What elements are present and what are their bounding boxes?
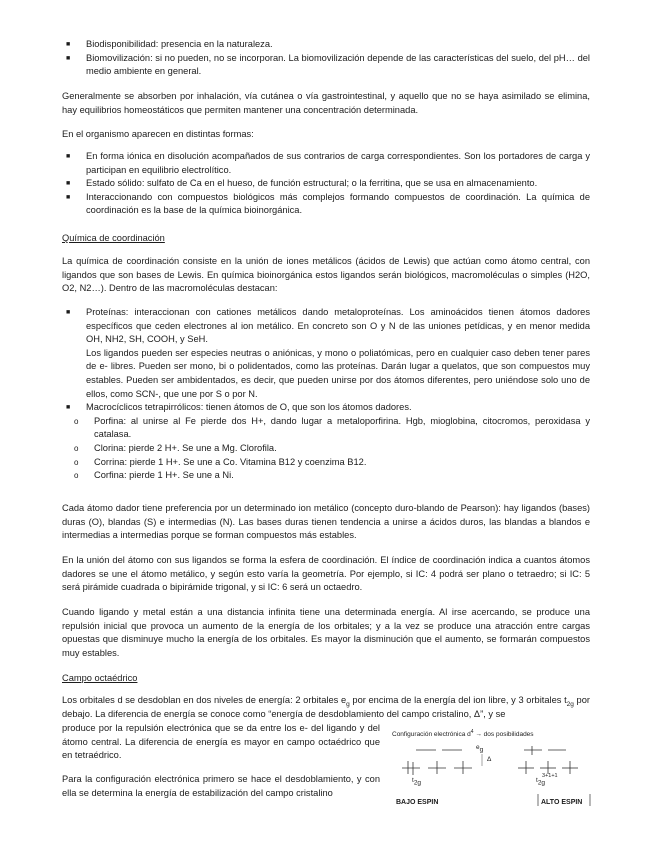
high-spin-label: ALTO ESPIN — [541, 799, 583, 806]
list-item: ■ Biodisponibilidad: presencia en la naturaleza. — [62, 38, 590, 52]
square-bullet-icon: ■ — [66, 54, 71, 62]
sublist-item: o Corfina: pierde 1 H+. Se une a Ni. — [62, 469, 590, 483]
square-bullet-icon: ■ — [66, 404, 71, 412]
list-item: ■ Biomovilización: si no pueden, no se incorporan. La biomovilización depende de las características del suelo, del pH… del medio ambiente en general. — [66, 52, 590, 77]
square-bullet-icon: ■ — [66, 41, 71, 48]
paragraph-energy: Cuando ligando y metal están a una distancia infinita tiene una determinada energía. Al irse acercando, se produce una repulsión inicial que provoca un aumento de la energía de los orbitales; y a la vez se produce una atracción entre cargas opuestas que disminuye mucho la energía de los orbitales. Es mayor la disminución que el aumento, se formarán compuestos muy estables. — [62, 607, 590, 658]
section-heading-coordination: Química de coordinación — [62, 233, 165, 243]
delta-label: Δ — [487, 756, 492, 763]
paragraph-configuration: Para la configuración electrónica primero se hace el desdoblamiento, y con ella se determina la energía de estabilización del campo cristalino — [62, 774, 380, 798]
list-item: ■ Interaccionando con compuestos biológicos más complejos formando compuestos de coordinación. La química de coordinación es la base de la química bioinorgánica. — [66, 191, 590, 216]
t2g-label-left: $t_{2g}$ — [412, 777, 422, 787]
low-spin-label: BAJO ESPIN — [396, 799, 439, 806]
paragraph-repulsion: produce por la repulsión electrónica que se da entre los e- del ligando y del átomo central. La diferencia de energía es mayor en campo octaédrico que en tetraédrico. — [62, 723, 380, 761]
paragraph-absorption: Generalmente se absorben por inhalación, vía cutánea o vía gastrointestinal, y aquello que no se haya asimilado se elimina, hay equilibrios homeostáticos que permiten mantener una concentración determinada. — [62, 91, 590, 115]
sublist-item: o Clorina: pierde 2 H+. Se une a Mg. Clorofila. — [62, 442, 590, 456]
paragraph-orbitals: Los orbitales d se desdoblan en dos niveles de energía: 2 orbitales $e_g$ por encima de la energía del ion libre, y 3 orbitales $t_{2g}$ por debajo. La diferencia de energía se conoce como “energía de desdoblamiento del campo cristalino, Δ”, y se — [62, 695, 590, 719]
square-bullet-icon: ■ — [66, 153, 71, 160]
bullet-list-availability — [62, 38, 590, 79]
circle-bullet-icon: o — [74, 471, 79, 481]
occupancy-label: 3+1+1 — [542, 773, 558, 779]
list-item: ■ Macrocíclicos tetrapirrólicos: tienen átomos de O, que son los átomos dadores. — [62, 401, 590, 415]
square-bullet-icon: ■ — [66, 309, 71, 316]
list-item: ■ Estado sólido: sulfato de Ca en el hueso, de función estructural; o la ferritina, que se usa en almacenamiento. — [62, 177, 590, 191]
circle-bullet-icon: o — [74, 416, 79, 426]
paragraph-coordination: La química de coordinación consiste en la unión de iones metálicos (ácidos de Lewis) que actúan como átomo central, con ligandos que son bases de Lewis. En química bioinorgánica estos ligandos serán biológicos, macromoléculas o simples (H2O, O2, N2…). Dentro de las macromoléculas destacan: — [62, 256, 590, 294]
list-item: ■ En forma iónica en disolución acompañados de sus contrarios de carga correspondientes. Son los portadores de carga y participan en equilibrio electrolítico. — [66, 151, 590, 175]
diagram-title: Configuración electrónica $d^4$ → dos posibilidades — [392, 729, 534, 739]
crystal-field-diagram — [392, 728, 592, 808]
section-heading-octahedral: Campo octaédrico — [62, 673, 138, 683]
sublist-item: o Corrina: pierde 1 H+. Se une a Co. Vitamina B12 y coenzima B12. — [62, 456, 590, 470]
paragraph-forms-intro: En el organismo aparecen en distintas formas: — [62, 129, 254, 139]
square-bullet-icon: ■ — [66, 193, 71, 201]
bullet-list-forms — [62, 150, 590, 218]
circle-bullet-icon: o — [74, 443, 79, 453]
list-item: ■ Proteínas: interaccionan con cationes metálicos dando metaloproteínas. Los aminoácidos tienen átomos dadores específicos que ceden electrones al ion metálico. En concreto son O y N de las uniones petídicas, y en menor medida OH, NH2, SH, COOH, y SeH. — [66, 307, 590, 345]
circle-bullet-icon: o — [74, 457, 79, 467]
eg-label: $e_g$ — [476, 744, 484, 754]
t2g-label-right: $t_{2g}$ — [536, 777, 546, 787]
paragraph-coordination-sphere: En la unión del átomo con sus ligandos se forma la esfera de coordinación. El índice de coordinación indica a cuantos átomos dadores se une el átomo metálico, y según esto varía la geometría. Por ejemplo, si IC: 4 podrá ser plano o tetraedro; si IC: 5 será pirámide cuadrada o bipirámide trigonal, y si IC: 6 será un octaedro. — [62, 555, 590, 593]
sublist-item: o Porfina: al unirse al Fe pierde dos H+, dando lugar a metaloporfirina. Hgb, mioglobina, citocromos, peroxidasa y catalasa. — [74, 415, 590, 440]
square-bullet-icon: ■ — [66, 180, 71, 188]
bullet-list-macromolecules — [62, 306, 590, 483]
paragraph-pearson: Cada átomo dador tiene preferencia por un determinado ion metálico (concepto duro-blando de Pearson): hay ligandos (bases) duras (O), blandas (S) e intermedias (N). Las bases duras tienen tendencia a unirse a ácidos duros, las blandas a blandos e intermedias a intermedias porque se forman compuestos más estables. — [62, 503, 590, 541]
list-item-continuation: Los ligandos pueden ser especies neutras o aniónicas, y mono o poliatómicas, pero en cualquier caso deben tener pares de e- libres. Pueden ser mono, bi o polidentados, como las proteínas. Darán lugar a quelatos, que son compuestos muy estables. Pueden ser ambidentados, es decir, que pueden unirse por dos átomos diferentes, pero uniéndose solo uno de ellos, como SCN-, que une por S o por N. — [86, 347, 590, 399]
